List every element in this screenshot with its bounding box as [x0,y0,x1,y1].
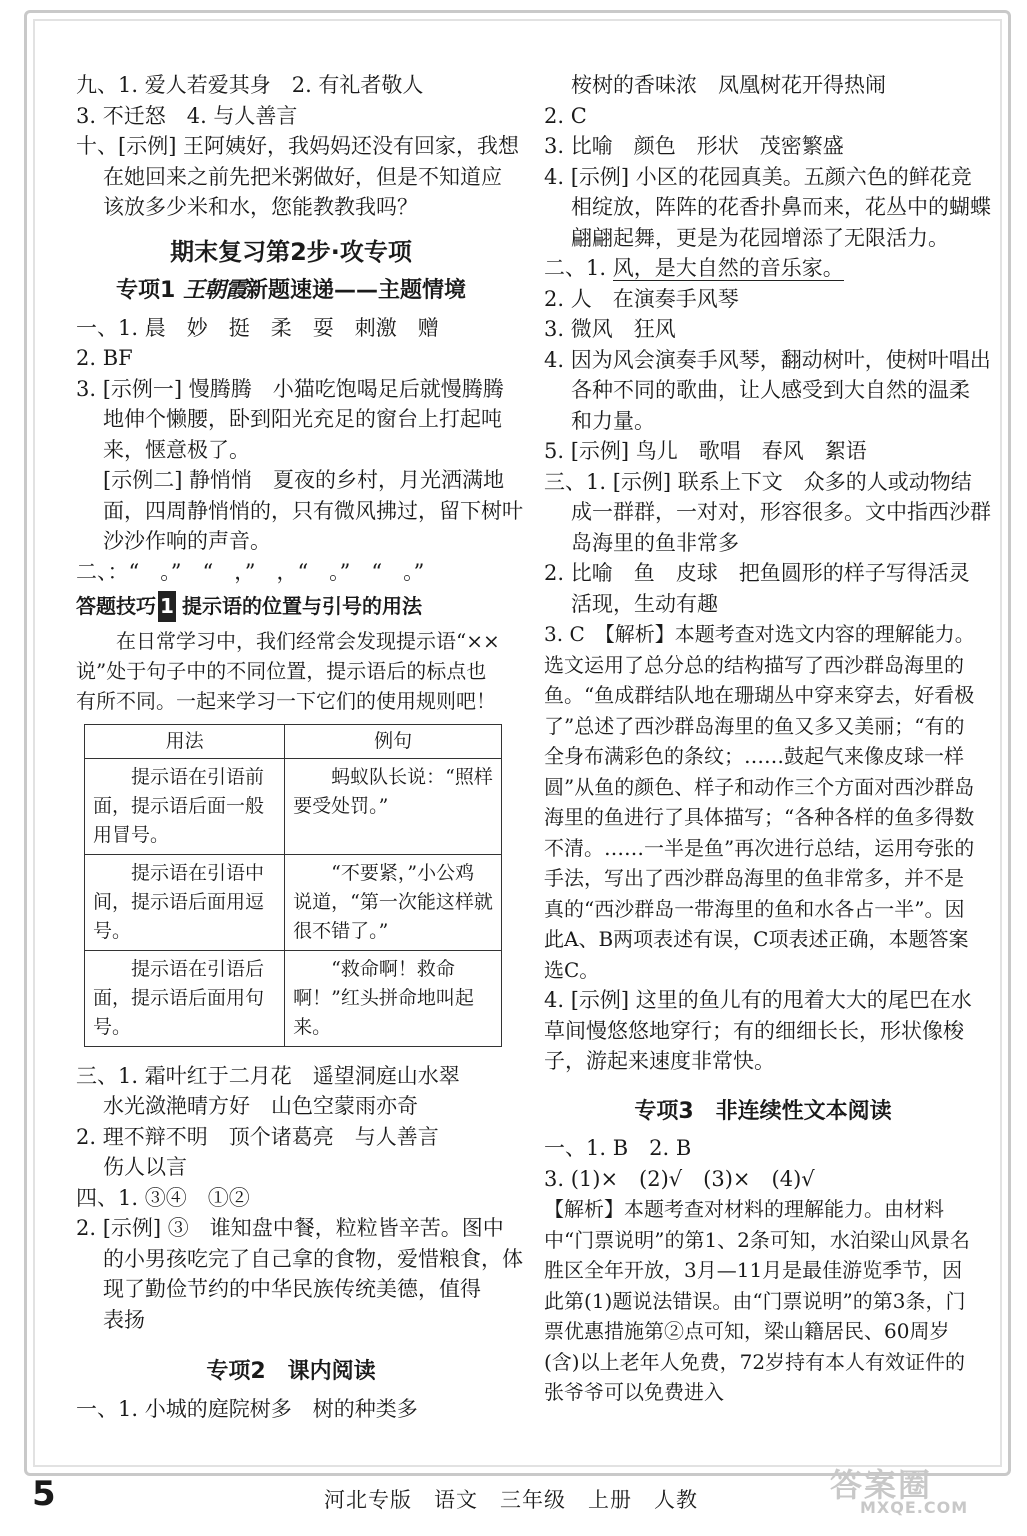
answer-line: 十、[示例] 王阿姨好，我妈妈还没有回家，我想 [76,134,520,158]
section-title: 期末复习第2步·攻专项 [170,237,412,266]
answer-line: 3. 不迁怒 4. 与人善言 [76,103,298,128]
underlined-answer: 风，是大自然的音乐家。 [612,256,844,280]
table-cell: 提示语在引语中间，提示语后面用逗号。 [85,854,285,950]
item1-prefix: 专项1 [115,278,176,303]
answer-line: 3. (1)× (2)√ (3)× (4)√ [544,1166,815,1191]
answer-line: 和力量。 [571,408,655,433]
answer-prefix: 二、1. [544,256,613,280]
table-cell: 提示语在引语后面，提示语后面用句号。 [85,950,285,1046]
tip-label: 答题技巧 [76,594,156,618]
tip-heading [76,591,506,622]
answer-line: 成一群群，一对对，形容很多。文中指西沙群 [571,500,991,524]
answer-line: 4. 因为风会演奏手风琴，翻动树叶，使树叶唱出 [544,347,991,372]
table-cell: 提示语在引语前面，提示语后面一般用冒号。 [85,758,285,854]
answer-line: 在她回来之前先把米粥做好，但是不知道应 [103,164,502,189]
right-column [544,70,991,1408]
watermark-logo [830,1460,1005,1520]
answer-line: 5. [示例] 鸟儿 歌唱 春风 絮语 [544,439,867,463]
answer-paragraph: 4. [示例] 这里的鱼儿有的甩着大大的尾巴在水草间慢悠悠地穿行；有的细细长长，形状像梭子，游起来速度非常快。 [544,988,972,1073]
item3-title: 专项3 非连续性文本阅读 [634,1098,892,1124]
item1-title [76,275,506,307]
answer-line: 一、1. 晨 妙 挺 柔 耍 刺激 赠 [76,315,439,340]
watermark-url: MXQE.COM [860,1498,969,1517]
tip-title: 提示语的位置与引号的用法 [182,594,422,618]
analysis-paragraph: 【解析】本题考查对材料的理解能力。由材料中“门票说明”的第1、2条可知，水泊梁山风景名胜区全年开放，3月—11月是最佳游览季节，因此第(1)题说法错误。由“门票说明”的第3条，门票优惠措施第②点可知，梁山籍居民、60周岁(含)以上老年人免费，72岁持有本人有效证件的张爷爷可以免费进入 [544,1197,970,1404]
answer-line: 3. [示例一] 慢腾腾 小猫吃饱喝足后就慢腾腾 [76,376,504,401]
table-cell: “救命啊！救命啊！”红头拼命地叫起来。 [285,950,502,1046]
table-cell: “不要紧，”小公鸡说道，“第一次能这样就很不错了。” [285,854,502,950]
usage-table [84,724,502,1047]
analysis-paragraph: 3. C 【解析】本题考查对选文内容的理解能力。选文运用了总分总的结构描写了西沙群岛海里的鱼。“鱼成群结队地在珊瑚丛中穿来穿去，好看极了”总述了西沙群岛海里的鱼又多又美丽；“有的全身布满彩色的条纹；……鼓起气来像皮球一样圆”从鱼的颜色、样子和动作三个方面对西沙群岛海里的鱼进行了具体描写；“各种各样的鱼多得数不清。……一半是鱼”再次进行总结，运用夸张的手法，写出了西沙群岛海里的鱼非常多，并不是真的“西沙群岛一带海里的鱼和水各占一半”。因此A、B两项表述有误，C项表述正确，本题答案选C。 [544,622,975,982]
answer-line: 该放多少米和水，您能教教我吗？ [103,195,418,219]
edition-info: 河北专版 语文 三年级 上册 人教 [324,1488,698,1512]
answer-line: [示例二] 静悄悄 夏夜的乡村，月光洒满地 [103,468,505,492]
answer-line: 桉树的香味浓 凤凰树花开得热闹 [571,73,886,97]
answer-line: 现了勤俭节约的中华民族传统美德，值得 [103,1277,481,1301]
answer-line: 一、1. B 2. B [544,1136,692,1160]
answer-line [544,253,982,284]
answer-line: 来，惬意极了。 [103,437,250,462]
answer-line: 的小男孩吃完了自己拿的食物，爱惜粮食，体 [103,1246,523,1271]
answer-line: 2. C [544,103,587,128]
page-number: 5 [32,1474,56,1514]
answer-line: 二、：“ 。” “ ，” ，“ 。” “ 。” [76,559,425,584]
answer-line: 三、1. [示例] 联系上下文 众多的人或动物结 [544,469,972,494]
answer-line: 四、1. ③④ ①② [76,1185,250,1210]
answer-line: 面，四周静悄悄的，只有微风拂过，留下树叶 [103,498,523,523]
tip-paragraph: 在日常学习中，我们经常会发现提示语“××说”处于句子中的不同位置，提示语后的标点也有所不同。一起来学习一下它们的使用规则吧！ [76,628,500,713]
answer-line: 3. 微风 狂风 [544,317,676,341]
table-header: 例句 [285,724,502,758]
table-row [85,854,502,950]
table-row [85,950,502,1046]
tip-number-badge: 1 [158,591,176,622]
answer-line: 伤人以言 [103,1155,187,1179]
answer-line: 三、1. 霜叶红于二月花 遥望洞庭山水翠 [76,1063,460,1088]
answer-line: 2. BF [76,346,133,370]
answer-line: 2. [示例] ③ 谁知盘中餐，粒粒皆辛苦。图中 [76,1216,504,1240]
answer-line: 岛海里的鱼非常多 [571,530,739,555]
answer-line: 九、1. 爱人若爱其身 2. 有礼者敬人 [76,73,424,97]
answer-line: 2. 理不辩不明 顶个诸葛亮 与人善言 [76,1124,439,1149]
answer-line: 水光潋滟晴方好 山色空蒙雨亦奇 [103,1094,418,1118]
answer-line: 活现，生动有趣 [571,591,718,616]
item2-title: 专项2 课内阅读 [206,1359,376,1384]
answer-line: 2. 比喻 鱼 皮球 把鱼圆形的样子写得活灵 [544,561,970,585]
watermark-text: 答案圈 [830,1466,933,1504]
answer-line: 各种不同的歌曲，让人感受到大自然的温柔 [571,378,970,402]
answer-line: 4. [示例] 小区的花园真美。五颜六色的鲜花竞 [544,164,972,189]
answer-line: 地伸个懒腰，卧到阳光充足的窗台上打起吨 [103,407,502,431]
answer-line: 表扬 [103,1307,145,1332]
answer-line: 沙沙作响的声音。 [103,529,271,553]
answer-line: 3. 比喻 颜色 形状 茂密繁盛 [544,134,844,158]
item1-suffix: 新题速递——主题情境 [245,278,466,303]
left-column [76,70,523,1424]
table-header: 用法 [85,724,285,758]
answer-line: 翩翩起舞，更是为花园增添了无限活力。 [571,225,949,250]
table-row [85,758,502,854]
answer-line: 相绽放，阵阵的花香扑鼻而来，花丛中的蝴蝶 [571,195,991,219]
answer-line: 2. 人 在演奏手风琴 [544,286,739,311]
answer-line: 一、1. 小城的庭院树多 树的种类多 [76,1396,418,1421]
brand-logo: 王朝霞 [182,277,246,303]
table-cell: 蚂蚁队长说：“照样要受处罚。” [285,758,502,854]
